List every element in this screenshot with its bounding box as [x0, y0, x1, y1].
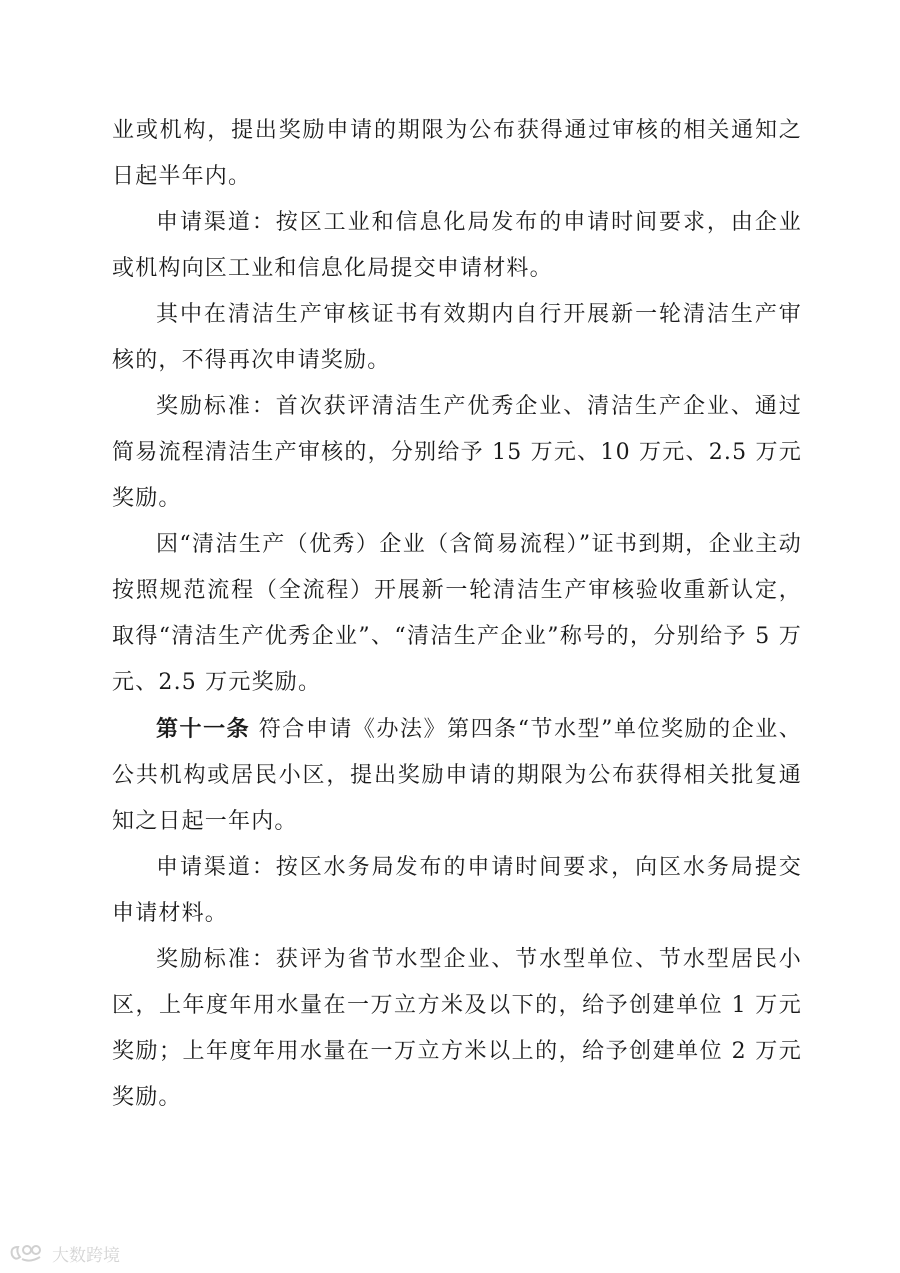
paragraph: 申请渠道：按区工业和信息化局发布的申请时间要求，由企业或机构向区工业和信息化局提交申请材料。	[112, 210, 802, 281]
watermark	[8, 1238, 120, 1268]
paragraph: 奖励标准：首次获评清洁生产优秀企业、清洁生产企业、通过简易流程清洁生产审核的，分别给予 15 万元、10 万元、2.5 万元奖励。	[112, 394, 802, 511]
paragraph: 因“清洁生产（优秀）企业（含简易流程）”证书到期，企业主动按照规范流程（全流程）开展新一轮清洁生产审核验收重新认定，取得“清洁生产优秀企业”、“清洁生产企业”称号的，分别给予 5 万元、2.5 万元奖励。	[112, 532, 802, 695]
article-heading: 第十一条	[156, 716, 251, 742]
body-text	[112, 108, 802, 1121]
brand-logo-icon	[8, 1241, 48, 1265]
watermark-text: 大数跨境	[52, 1245, 120, 1266]
paragraph: 申请渠道：按区水务局发布的申请时间要求，向区水务局提交申请材料。	[112, 855, 802, 926]
article-paragraph: 第十一条 符合申请《办法》第四条“节水型”单位奖励的企业、公共机构或居民小区，提出奖励申请的期限为公布获得相关批复通知之日起一年内。	[112, 716, 802, 834]
paragraph: 奖励标准：获评为省节水型企业、节水型单位、节水型居民小区，上年度年用水量在一万立方米及以下的，给予创建单位 1 万元奖励；上年度年用水量在一万立方米以上的，给予创建单位 2 万元奖励。	[112, 947, 802, 1110]
paragraph: 其中在清洁生产审核证书有效期内自行开展新一轮清洁生产审核的，不得再次申请奖励。	[112, 302, 802, 373]
paragraph: 业或机构，提出奖励申请的期限为公布获得通过审核的相关通知之日起半年内。	[112, 118, 802, 189]
